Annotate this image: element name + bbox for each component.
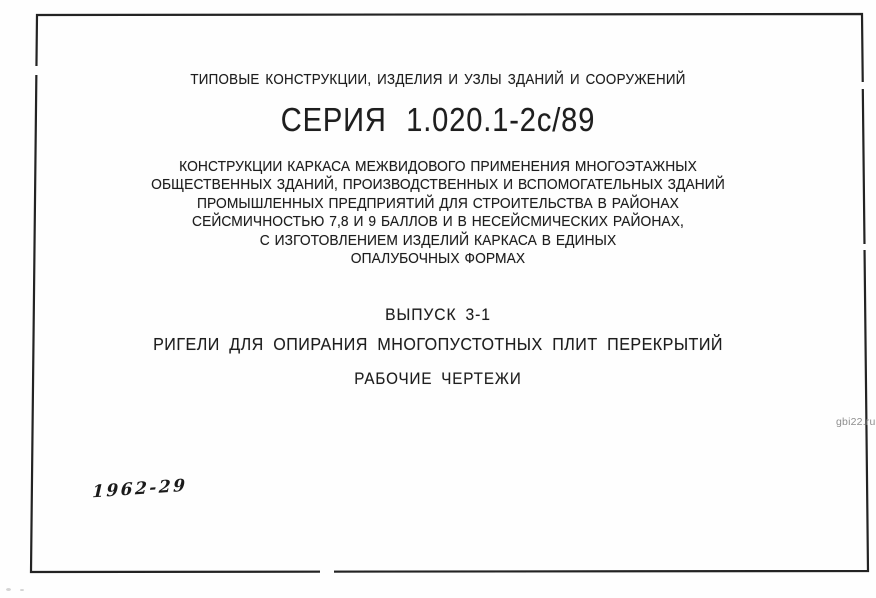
issue-subject: РИГЕЛИ ДЛЯ ОПИРАНИЯ МНОГОПУСТОТНЫХ ПЛИТ ПЕРЕКРЫТИЙ <box>153 334 723 354</box>
doc-type: РАБОЧИЕ ЧЕРТЕЖИ <box>354 370 522 388</box>
description-line: С ИЗГОТОВЛЕНИЕМ ИЗДЕЛИЙ КАРКАСА В ЕДИНЫХ <box>259 231 617 249</box>
frame-gap <box>320 567 334 576</box>
frame-gap <box>859 244 867 250</box>
frame-gap <box>858 82 866 89</box>
issue-number: ВЫПУСК 3-1 <box>385 305 491 324</box>
category-line: ТИПОВЫЕ КОНСТРУКЦИИ, ИЗДЕЛИЯ И УЗЛЫ ЗДАНИЙ И СООРУЖЕНИЙ <box>190 72 686 88</box>
description-paragraph <box>35 158 841 268</box>
description-line: ПРОМЫШЛЕННЫХ ПРЕДПРИЯТИЙ ДЛЯ СТРОИТЕЛЬСТВА В РАЙОНАХ <box>197 194 679 212</box>
description-line: ОПАЛУБОЧНЫХ ФОРМАХ <box>350 250 526 268</box>
scan-speck <box>20 589 24 591</box>
description-line: КОНСТРУКЦИИ КАРКАСА МЕЖВИДОВОГО ПРИМЕНЕНИЯ МНОГОЭТАЖНЫХ <box>179 158 697 175</box>
scan-speck <box>6 588 11 591</box>
handwritten-inventory-number: 1962-29 <box>91 475 188 503</box>
description-line: ОБЩЕСТВЕННЫХ ЗДАНИЙ, ПРОИЗВОДСТВЕННЫХ И ВСПОМОГАТЕЛЬНЫХ ЗДАНИЙ <box>151 176 725 194</box>
site-watermark: gbi22.ru <box>836 416 876 428</box>
series-title: СЕРИЯ 1.020.1-2с/89 <box>280 101 596 138</box>
description-line: СЕЙСМИЧНОСТЬЮ 7,8 И 9 БАЛЛОВ И В НЕСЕЙСМИЧЕСКИХ РАЙОНАХ, <box>192 213 684 231</box>
